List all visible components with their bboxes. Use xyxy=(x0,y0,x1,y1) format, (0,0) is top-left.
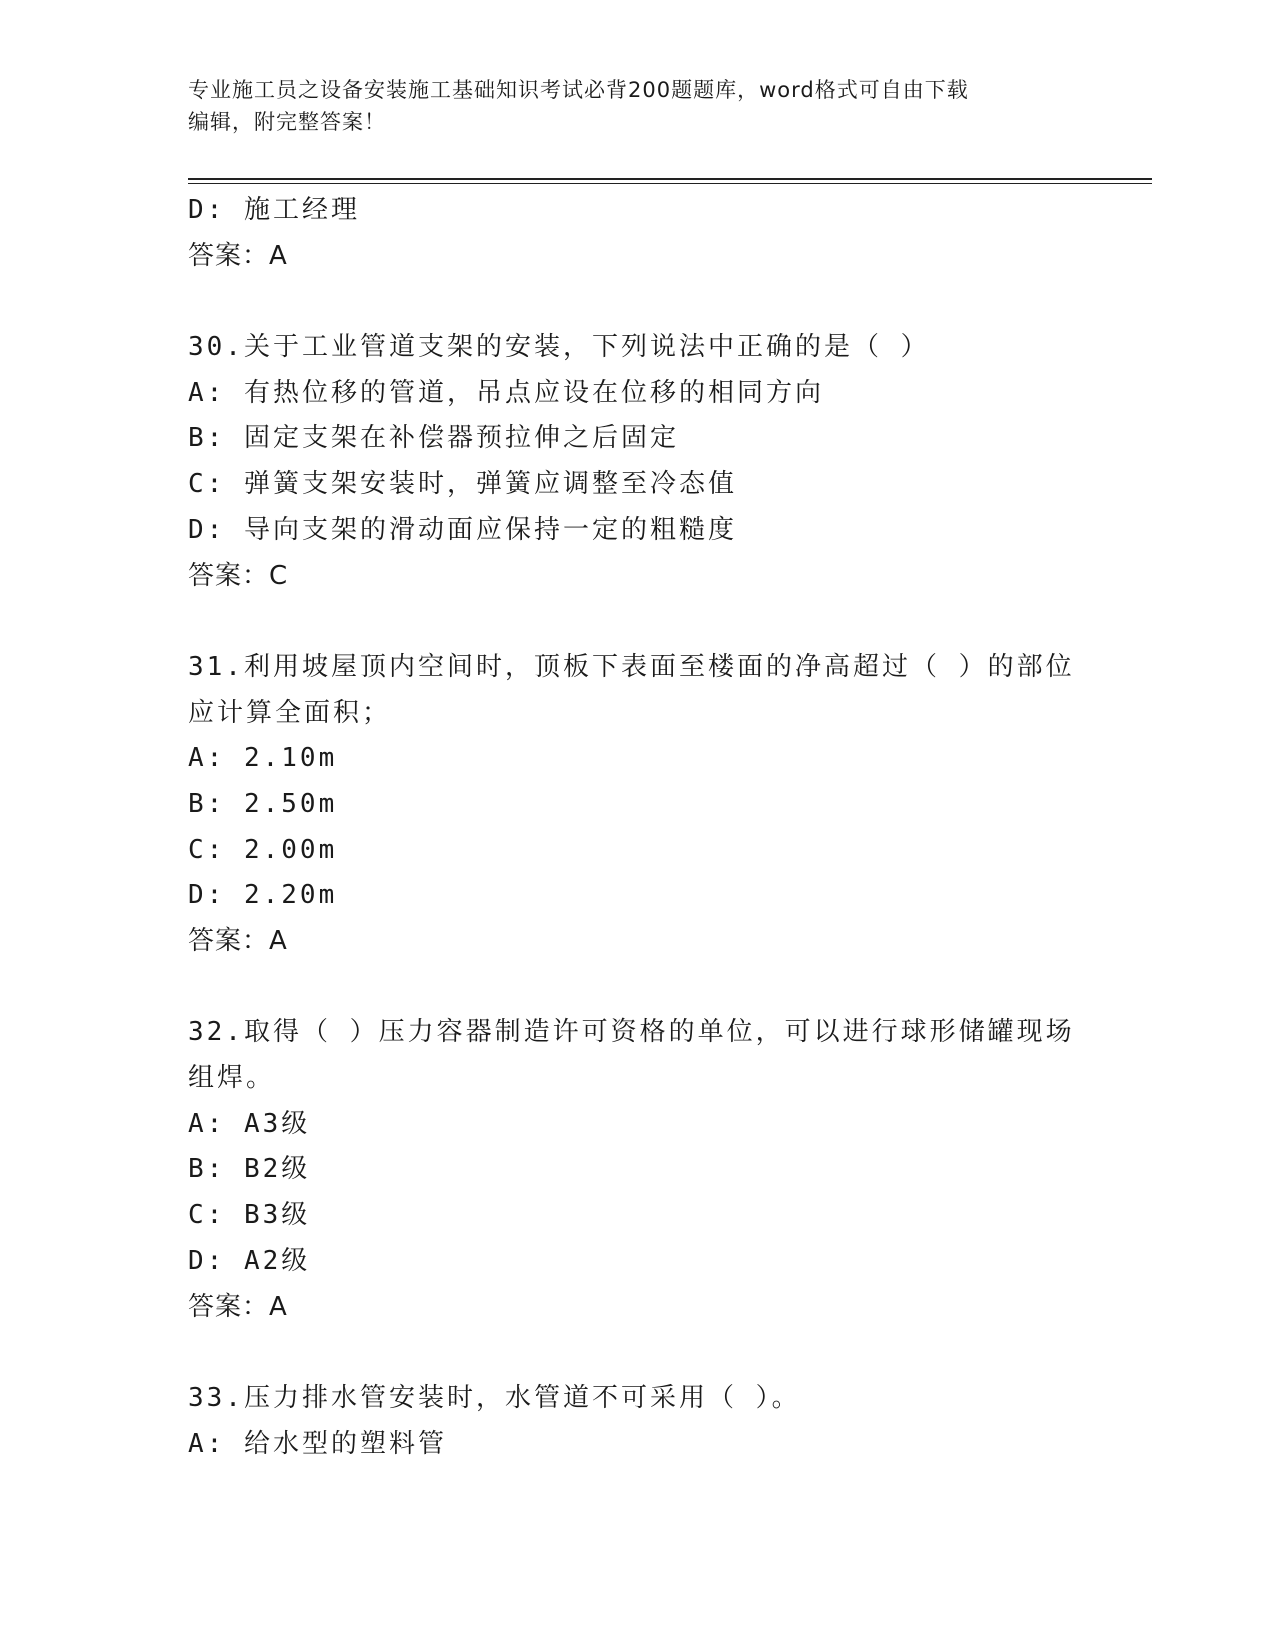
header-divider-thin xyxy=(188,183,1152,184)
spacer xyxy=(188,279,1088,325)
option-a: A: 给水型的塑料管 xyxy=(188,1428,447,1459)
question-list xyxy=(188,188,1088,1467)
option-b: B: 固定支架在补偿器预拉伸之后固定 xyxy=(188,423,679,454)
option-c: C: 2.00m xyxy=(188,834,338,865)
question-stem: 32.取得（ ）压力容器制造许可资格的单位，可以进行球形储罐现场 xyxy=(188,1017,1075,1048)
question-stem-continued: 组焊。 xyxy=(188,1063,276,1094)
option-a: A: A3级 xyxy=(188,1108,311,1139)
option-d: D: 施工经理 xyxy=(188,195,360,225)
spacer xyxy=(188,965,1088,1011)
question-stem-continued: 应计算全面积； xyxy=(188,697,392,728)
option-d: D: 2.20m xyxy=(188,880,338,911)
option-b: B: B2级 xyxy=(188,1154,311,1185)
option-d: D: 导向支架的滑动面应保持一定的粗糙度 xyxy=(188,514,737,545)
answer-line: 答案：A xyxy=(188,926,288,956)
question-stem: 30.关于工业管道支架的安装，下列说法中正确的是（ ） xyxy=(188,332,930,363)
header-line-1: 专业施工员之设备安装施工基础知识考试必背200题题库，word格式可自由下载 xyxy=(188,78,969,102)
document-header xyxy=(188,74,1088,138)
option-a: A: 2.10m xyxy=(188,743,338,774)
answer-line: 答案：C xyxy=(188,560,289,591)
question-stem: 33.压力排水管安装时，水管道不可采用（ ）。 xyxy=(188,1382,801,1413)
option-b: B: 2.50m xyxy=(188,788,338,819)
answer-line: 答案：A xyxy=(188,240,288,271)
option-c: C: 弹簧支架安装时，弹簧应调整至冷态值 xyxy=(188,469,737,500)
option-c: C: B3级 xyxy=(188,1200,311,1231)
option-d: D: A2级 xyxy=(188,1245,311,1276)
answer-line: 答案：A xyxy=(188,1291,288,1322)
question-stem: 31.利用坡屋顶内空间时，顶板下表面至楼面的净高超过（ ）的部位 xyxy=(188,651,1075,682)
header-divider-thick xyxy=(188,178,1152,180)
header-line-2: 编辑，附完整答案！ xyxy=(188,110,386,134)
spacer xyxy=(188,1330,1088,1376)
option-a: A: 有热位移的管道，吊点应设在位移的相同方向 xyxy=(188,377,824,408)
spacer xyxy=(188,599,1088,645)
